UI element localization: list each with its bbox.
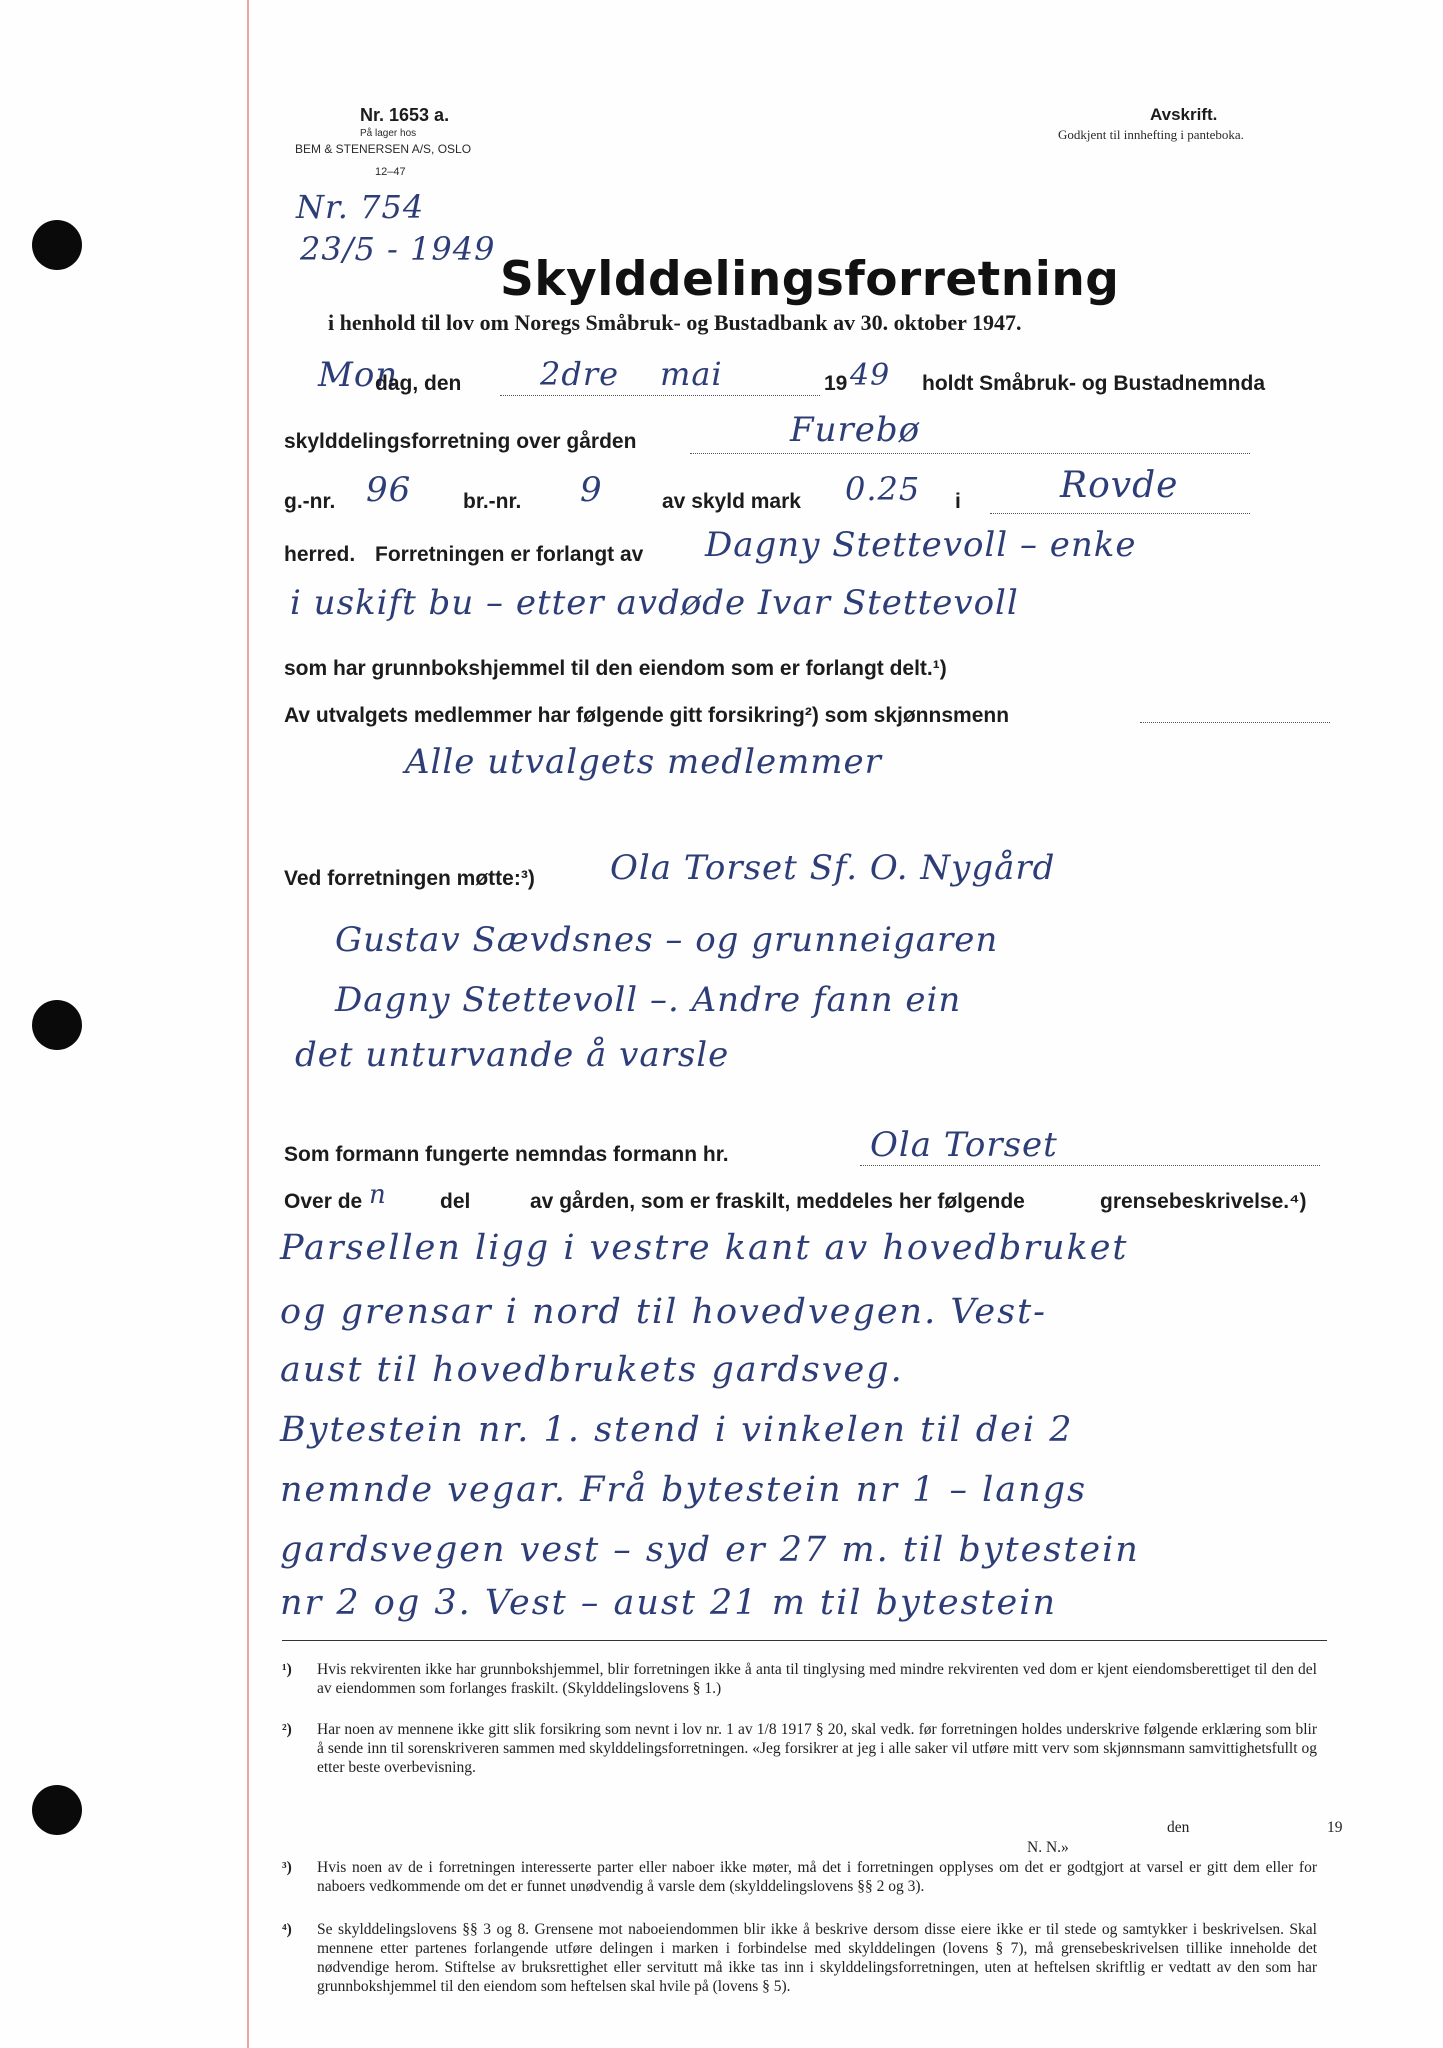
- approval-text: Godkjent til innhefting i panteboka.: [1058, 127, 1244, 142]
- chair-value: Ola Torset: [870, 1125, 1058, 1165]
- document-title: Skylddelingsforretning: [500, 252, 1120, 307]
- requested-label: Forretningen er forlangt av: [375, 543, 644, 566]
- municipality-value: Rovde: [1060, 465, 1179, 506]
- signature-den: den: [1167, 1819, 1190, 1836]
- attended-line-3: Dagny Stettevoll –. Andre fann ein: [335, 980, 962, 1020]
- description-line-7: nr 2 og 3. Vest – aust 21 m til bytestein: [280, 1583, 1058, 1623]
- municipality-fill-line: [990, 513, 1250, 514]
- herred-label: herred.: [284, 543, 356, 566]
- description-line-1: Parsellen ligg i vestre kant av hovedbruket: [280, 1228, 1129, 1268]
- boundary-label-3: av gården, som er fraskilt, meddeles her følgende: [530, 1190, 1025, 1213]
- footnote-number: ⁴): [282, 1921, 292, 1938]
- footnote-text: Hvis rekvirenten ikke har grunnbokshjemmel, blir forretningen ikke å anta til tinglysing med mindre rekvirenten ved dom er kjent eiendomsberettiget til den del av eiendommen som forlanges fraskilt. (Skylddelingslovens § 1.): [317, 1661, 1317, 1697]
- margin-line: [247, 0, 249, 2048]
- date-label: dag, den: [375, 372, 462, 395]
- farm-name: Furebø: [790, 410, 921, 450]
- boundary-label-2: del: [440, 1190, 471, 1213]
- skyld-value: 0.25: [845, 470, 921, 508]
- boundary-label-bold: grensebeskrivelse.⁴): [1100, 1190, 1307, 1213]
- held-by-label: holdt Småbruk- og Bustadnemnda: [922, 372, 1266, 395]
- description-line-3: aust til hovedbrukets gardsveg.: [280, 1350, 904, 1390]
- requested-by-line-1: Dagny Stettevoll – enke: [705, 525, 1137, 565]
- bnr-label: br.-nr.: [463, 490, 522, 513]
- date-fill-line: [500, 395, 820, 396]
- over-farm-label: skylddelingsforretning over gården: [284, 430, 637, 453]
- boundary-label-1: Over de: [284, 1190, 363, 1213]
- footnote-number: ³): [282, 1859, 292, 1876]
- publisher-line: På lager hos: [360, 128, 417, 139]
- century-label: 19: [824, 372, 848, 395]
- signature-year: 19: [1327, 1819, 1343, 1836]
- members-label: Av utvalgets medlemmer har følgende gitt forsikring²) som skjønnsmenn: [284, 704, 1010, 727]
- attended-label: Ved forretningen møtte:³): [284, 867, 535, 890]
- registration-date: 23/5 - 1949: [300, 230, 496, 268]
- footnote-number: ²): [282, 1721, 292, 1738]
- year-value: 49: [850, 358, 891, 393]
- requested-by-line-2: i uskift bu – etter avdøde Ivar Stettevoll: [290, 583, 1019, 623]
- title-holder-label: som har grunnbokshjemmel til den eiendom som er forlangt delt.¹): [284, 657, 947, 680]
- gnr-label: g.-nr.: [284, 490, 336, 513]
- chair-fill-line: [860, 1165, 1320, 1166]
- month-value: mai: [660, 355, 723, 393]
- bnr-value: 9: [580, 470, 603, 510]
- day-value: 2dre: [540, 355, 620, 393]
- chair-label: Som formann fungerte nemndas formann hr.: [284, 1143, 729, 1166]
- attended-line-1: Ola Torset Sf. O. Nygård: [610, 848, 1056, 888]
- document-subtitle: i henhold til lov om Noregs Småbruk- og Bustadbank av 30. oktober 1947.: [328, 310, 1022, 335]
- footnote-text: Se skylddelingslovens §§ 3 og 8. Grensene mot naboeiendommen blir ikke å beskrive dersom disse eiere ikke er til stede og samtykker i beskrivelsen. Skal mennene etter partenes forlangende utføre delingen i marken i forbindelse med skylddelingen (lovens § 7), må grensebeskrivelsen tillike inneholde det nødvendige herom. Stiftelse av bruksrettighet eller servitutt må ikke tas inn i skylddelingsforretningen, uten at heftelsen skriftlig er vedtatt av den som har grunnbokshjemmel til den eiendom som heftelsen skal hvile på (lovens § 5).: [317, 1921, 1317, 1995]
- members-fill-line: [1140, 722, 1330, 723]
- weekday-value: Mon: [318, 355, 399, 395]
- members-value: Alle utvalgets medlemmer: [405, 742, 882, 782]
- footnote-2-signature: [282, 1818, 1343, 1858]
- copy-label: Avskrift.: [1150, 105, 1218, 124]
- attended-line-4: det unturvande å varsle: [295, 1035, 730, 1075]
- punch-hole: [32, 1000, 82, 1050]
- print-date: 12–47: [375, 166, 406, 178]
- publisher-name: BEM & STENERSEN A/S, OSLO: [295, 142, 472, 156]
- description-line-2: og grensar i nord til hovedvegen. Vest-: [280, 1292, 1047, 1332]
- skyld-label: av skyld mark: [662, 490, 801, 513]
- registration-number: Nr. 754: [296, 188, 425, 226]
- form-number: Nr. 1653 a.: [360, 105, 450, 125]
- signature-nn: N. N.»: [1027, 1839, 1069, 1856]
- description-line-5: nemnde vegar. Frå bytestein nr 1 – langs: [280, 1470, 1088, 1510]
- boundary-n: n: [369, 1180, 387, 1210]
- footnote-number: ¹): [282, 1661, 292, 1678]
- punch-hole: [32, 220, 82, 270]
- attended-line-2: Gustav Sævdsnes – og grunneigaren: [335, 920, 999, 960]
- punch-hole: [32, 1785, 82, 1835]
- farm-fill-line: [690, 453, 1250, 454]
- i-label: i: [955, 490, 961, 513]
- description-line-4: Bytestein nr. 1. stend i vinkelen til dei 2: [280, 1410, 1074, 1450]
- footnote-text: Hvis noen av de i forretningen interesserte parter eller naboer ikke møter, må det i forretningen opplyses om det er godtgjort at varsel er gitt dem eller for naboers vedkommende om det er funnet unødvendig å varsle dem (skylddelingslovens §§ 2 og 3).: [317, 1859, 1317, 1895]
- footnote-text: Har noen av mennene ikke gitt slik forsikring som nevnt i lov nr. 1 av 1/8 1917 § 20, skal vedk. før forretningen holdes underskrive følgende erklæring som blir å sende inn til sorenskriveren sammen med skylddelingsforretningen. «Jeg forsikrer at jeg i alle saker vil utføre mitt verv som skjønnsmann samvittighetsfullt og etter beste overbevisning.: [317, 1721, 1317, 1776]
- gnr-value: 96: [366, 470, 412, 510]
- footnote-rule: [282, 1640, 1327, 1641]
- description-line-6: gardsvegen vest – syd er 27 m. til bytestein: [280, 1530, 1140, 1570]
